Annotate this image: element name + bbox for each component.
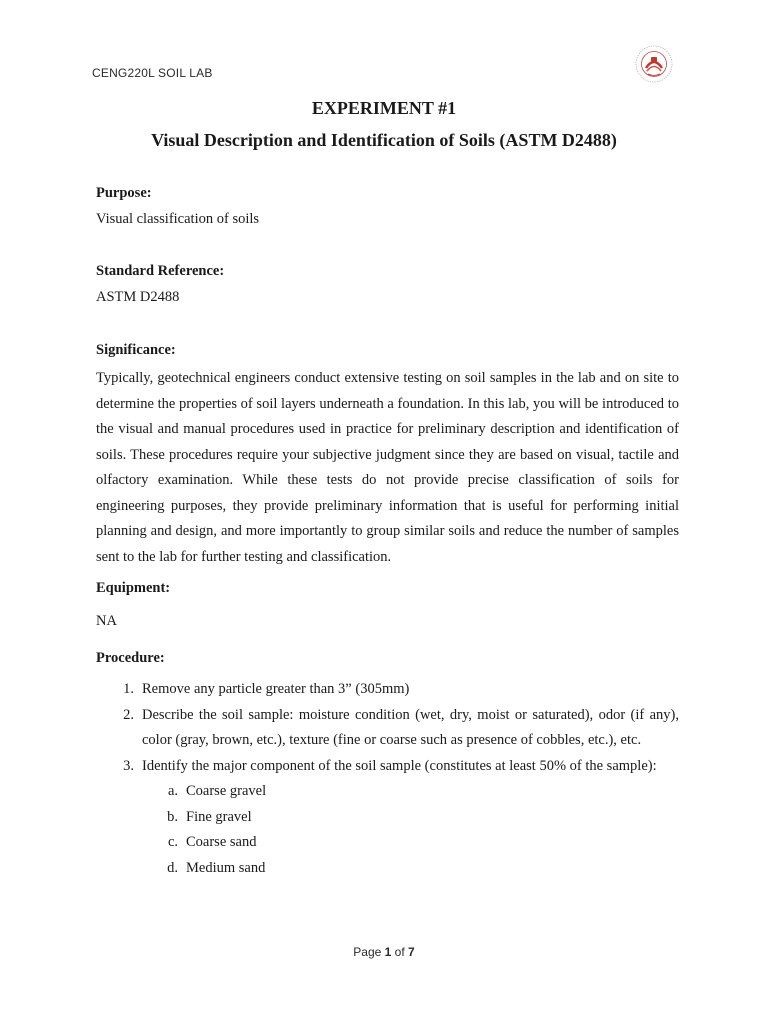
procedure-step xyxy=(96,703,679,754)
sublist-item xyxy=(96,779,679,805)
significance-heading: Significance: xyxy=(96,342,176,358)
sublist-item xyxy=(96,805,679,831)
page-of: of xyxy=(394,945,405,959)
purpose-heading: Purpose: xyxy=(96,185,152,201)
procedure-step-text: Remove any particle greater than 3” (305mm) xyxy=(142,681,410,697)
page-prefix: Page xyxy=(353,945,382,959)
page-current: 1 xyxy=(384,945,392,959)
procedure-list xyxy=(96,677,679,881)
purpose-text: Visual classification of soils xyxy=(96,211,260,227)
standard-reference-heading: Standard Reference: xyxy=(96,263,225,279)
page-number xyxy=(0,945,768,959)
page-total: 7 xyxy=(408,945,415,959)
experiment-title: EXPERIMENT #1 xyxy=(311,98,457,118)
component-sublist xyxy=(96,779,679,881)
sublist-item xyxy=(96,830,679,856)
header-course-label: CENG220L SOIL LAB xyxy=(92,66,213,80)
procedure-heading: Procedure: xyxy=(96,650,165,666)
procedure-step-number: 2. xyxy=(123,706,134,723)
experiment-subtitle: Visual Description and Identification of Soils (ASTM D2488) xyxy=(151,130,617,150)
sublist-item-text: Coarse sand xyxy=(186,834,257,850)
sublist-item-letter: b. xyxy=(167,808,178,825)
sublist-item-text: Coarse gravel xyxy=(186,783,267,799)
standard-reference-text: ASTM D2488 xyxy=(96,289,180,305)
procedure-step xyxy=(96,677,679,703)
significance-paragraph: Typically, geotechnical engineers conduct extensive testing on soil samples in the lab and on site to determine the properties of soil layers underneath a foundation. In this lab, you will be introduced to the visual and manual procedures used in practice for preliminary description and identification of soils. These procedures require your subjective judgment since they are based on visual, tactile and olfactory examination. While these tests do not provide precise classification of soils for engineering purposes, they provide preliminary information that is useful for performing initial planning and design, and more importantly to group similar soils and reduce the number of samples sent to the lab for further testing and classification. xyxy=(96,370,679,565)
procedure-step-text: Identify the major component of the soil sample (constitutes at least 50% of the sample): xyxy=(142,757,657,774)
procedure-step-text: Describe the soil sample: moisture condition (wet, dry, moist or saturated), odor (if any), color (gray, brown, etc.), texture (fine or coarse such as presence of cobbles, etc.), etc. xyxy=(142,706,679,748)
sublist-item-letter: c. xyxy=(167,834,178,850)
sublist-item-letter: a. xyxy=(167,783,178,799)
procedure-step xyxy=(96,754,679,780)
equipment-text: NA xyxy=(96,613,117,629)
procedure-step-number: 1. xyxy=(123,681,134,697)
sublist-item-text: Fine gravel xyxy=(186,808,252,825)
procedure-step-number: 3. xyxy=(123,757,134,774)
sublist-item-letter: d. xyxy=(167,859,178,876)
sublist-item xyxy=(96,856,679,882)
sublist-item-text: Medium sand xyxy=(186,859,266,876)
university-seal-icon xyxy=(634,44,674,84)
equipment-heading: Equipment: xyxy=(96,580,171,596)
